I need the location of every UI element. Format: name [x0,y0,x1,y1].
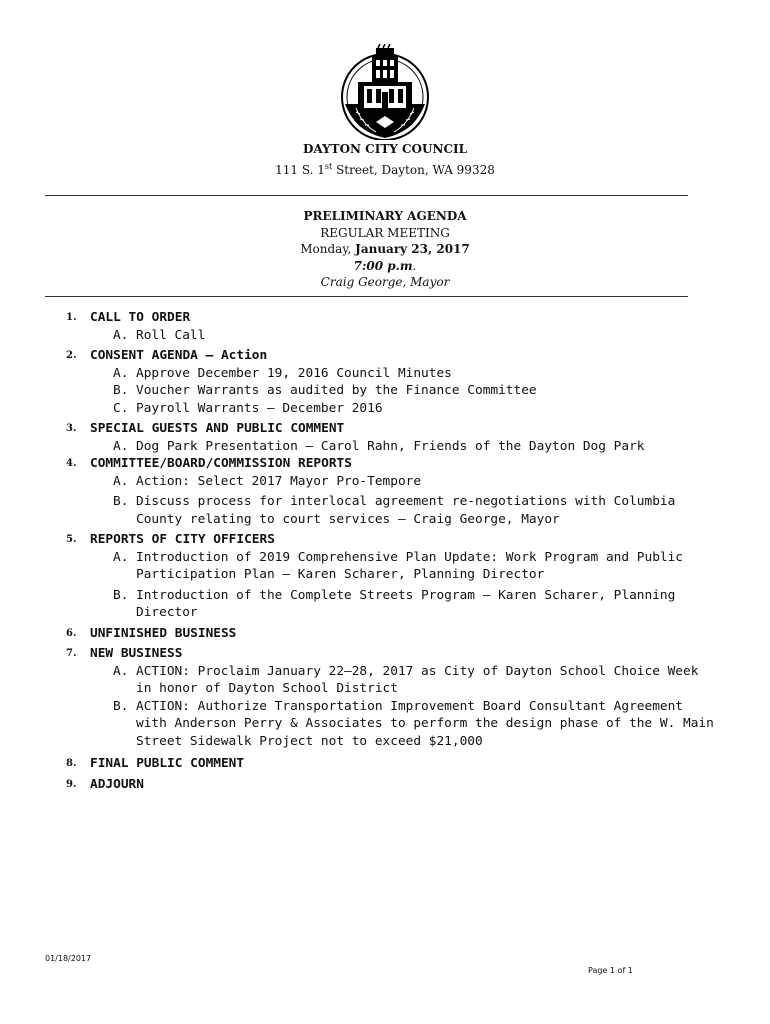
agenda-item [0,347,770,417]
agenda-item [0,755,770,773]
item-number: 3. [66,423,77,434]
sub-item: A. Roll Call [113,327,206,343]
council-name: DAYTON CITY COUNCIL [302,142,468,156]
item-number: 2. [66,350,77,361]
item-title: SPECIAL GUESTS AND PUBLIC COMMENT [90,421,345,436]
sub-item: A. Action: Select 2017 Mayor Pro-Tempore [113,473,422,489]
item-number: 4. [66,458,77,469]
agenda-item [0,776,770,794]
item-number: 6. [66,627,77,639]
mayor-name: Craig George, Mayor [320,275,450,289]
sub-item: B. ACTION: Authorize Transportation Improvement Board Consultant Agreement with Anderson Perry & Associates to perform the design phase of the W. Main Street Sidewalk Project not to exceed $21,000 [113,698,714,749]
item-title: REPORTS OF CITY OFFICERS [90,532,275,547]
item-title: FINAL PUBLIC COMMENT [90,756,245,771]
agenda-item [0,645,770,750]
item-number: 7. [66,648,77,659]
footer-page-number: Page 1 of 1 [588,966,633,975]
meeting-time: 7:00 p.m. [353,258,417,273]
agenda-item [0,309,770,344]
sub-item: A. Approve December 19, 2016 Council Minutes [113,365,452,381]
footer-date: 01/18/2017 [45,954,92,963]
agenda-item [0,625,770,643]
agenda-item [0,531,770,622]
item-title: ADJOURN [90,776,144,792]
sub-item: A. ACTION: Proclaim January 22–28, 2017 as City of Dayton School Choice Week in honor of Dayton School District [113,663,699,696]
agenda-heading [0,208,770,291]
sub-item: B. Voucher Warrants as audited by the Finance Committee [113,383,537,398]
agenda-item [0,420,770,455]
meeting-date: Monday, January 23, 2017 [300,242,470,256]
sub-item: B. Discuss process for interlocal agreement re-negotiations with Columbia County relating to court services – Craig George, Mayor [113,494,676,527]
item-title: UNFINISHED BUSINESS [90,625,237,641]
agenda-item [0,455,770,528]
sub-item: A. Introduction of 2019 Comprehensive Plan Update: Work Program and Public Participation Plan – Karen Scharer, Planning Director [113,549,684,582]
sub-item: A. Dog Park Presentation – Carol Rahn, Friends of the Dayton Dog Park [113,438,645,454]
agenda-title: PRELIMINARY AGENDA [303,209,467,223]
sub-item: B. Introduction of the Complete Streets Program – Karen Scharer, Planning Director [113,587,676,620]
council-address: 111 S. 1st Street, Dayton, WA 99328 [275,162,495,177]
item-number: 1. [66,312,77,323]
item-title: CONSENT AGENDA – Action [90,348,268,363]
item-title: CALL TO ORDER [90,310,191,325]
item-number: 9. [66,778,77,790]
item-number: 8. [66,758,77,769]
item-title: NEW BUSINESS [90,646,183,661]
item-title: COMMITTEE/BOARD/COMMISSION REPORTS [90,456,352,471]
meeting-type: REGULAR MEETING [320,225,450,240]
city-hall-seal-icon [336,44,434,140]
item-number: 5. [66,534,77,545]
divider-bottom [45,296,688,297]
divider-top [45,195,688,196]
sub-item: C. Payroll Warrants – December 2016 [113,400,383,416]
agenda-items [0,309,770,793]
